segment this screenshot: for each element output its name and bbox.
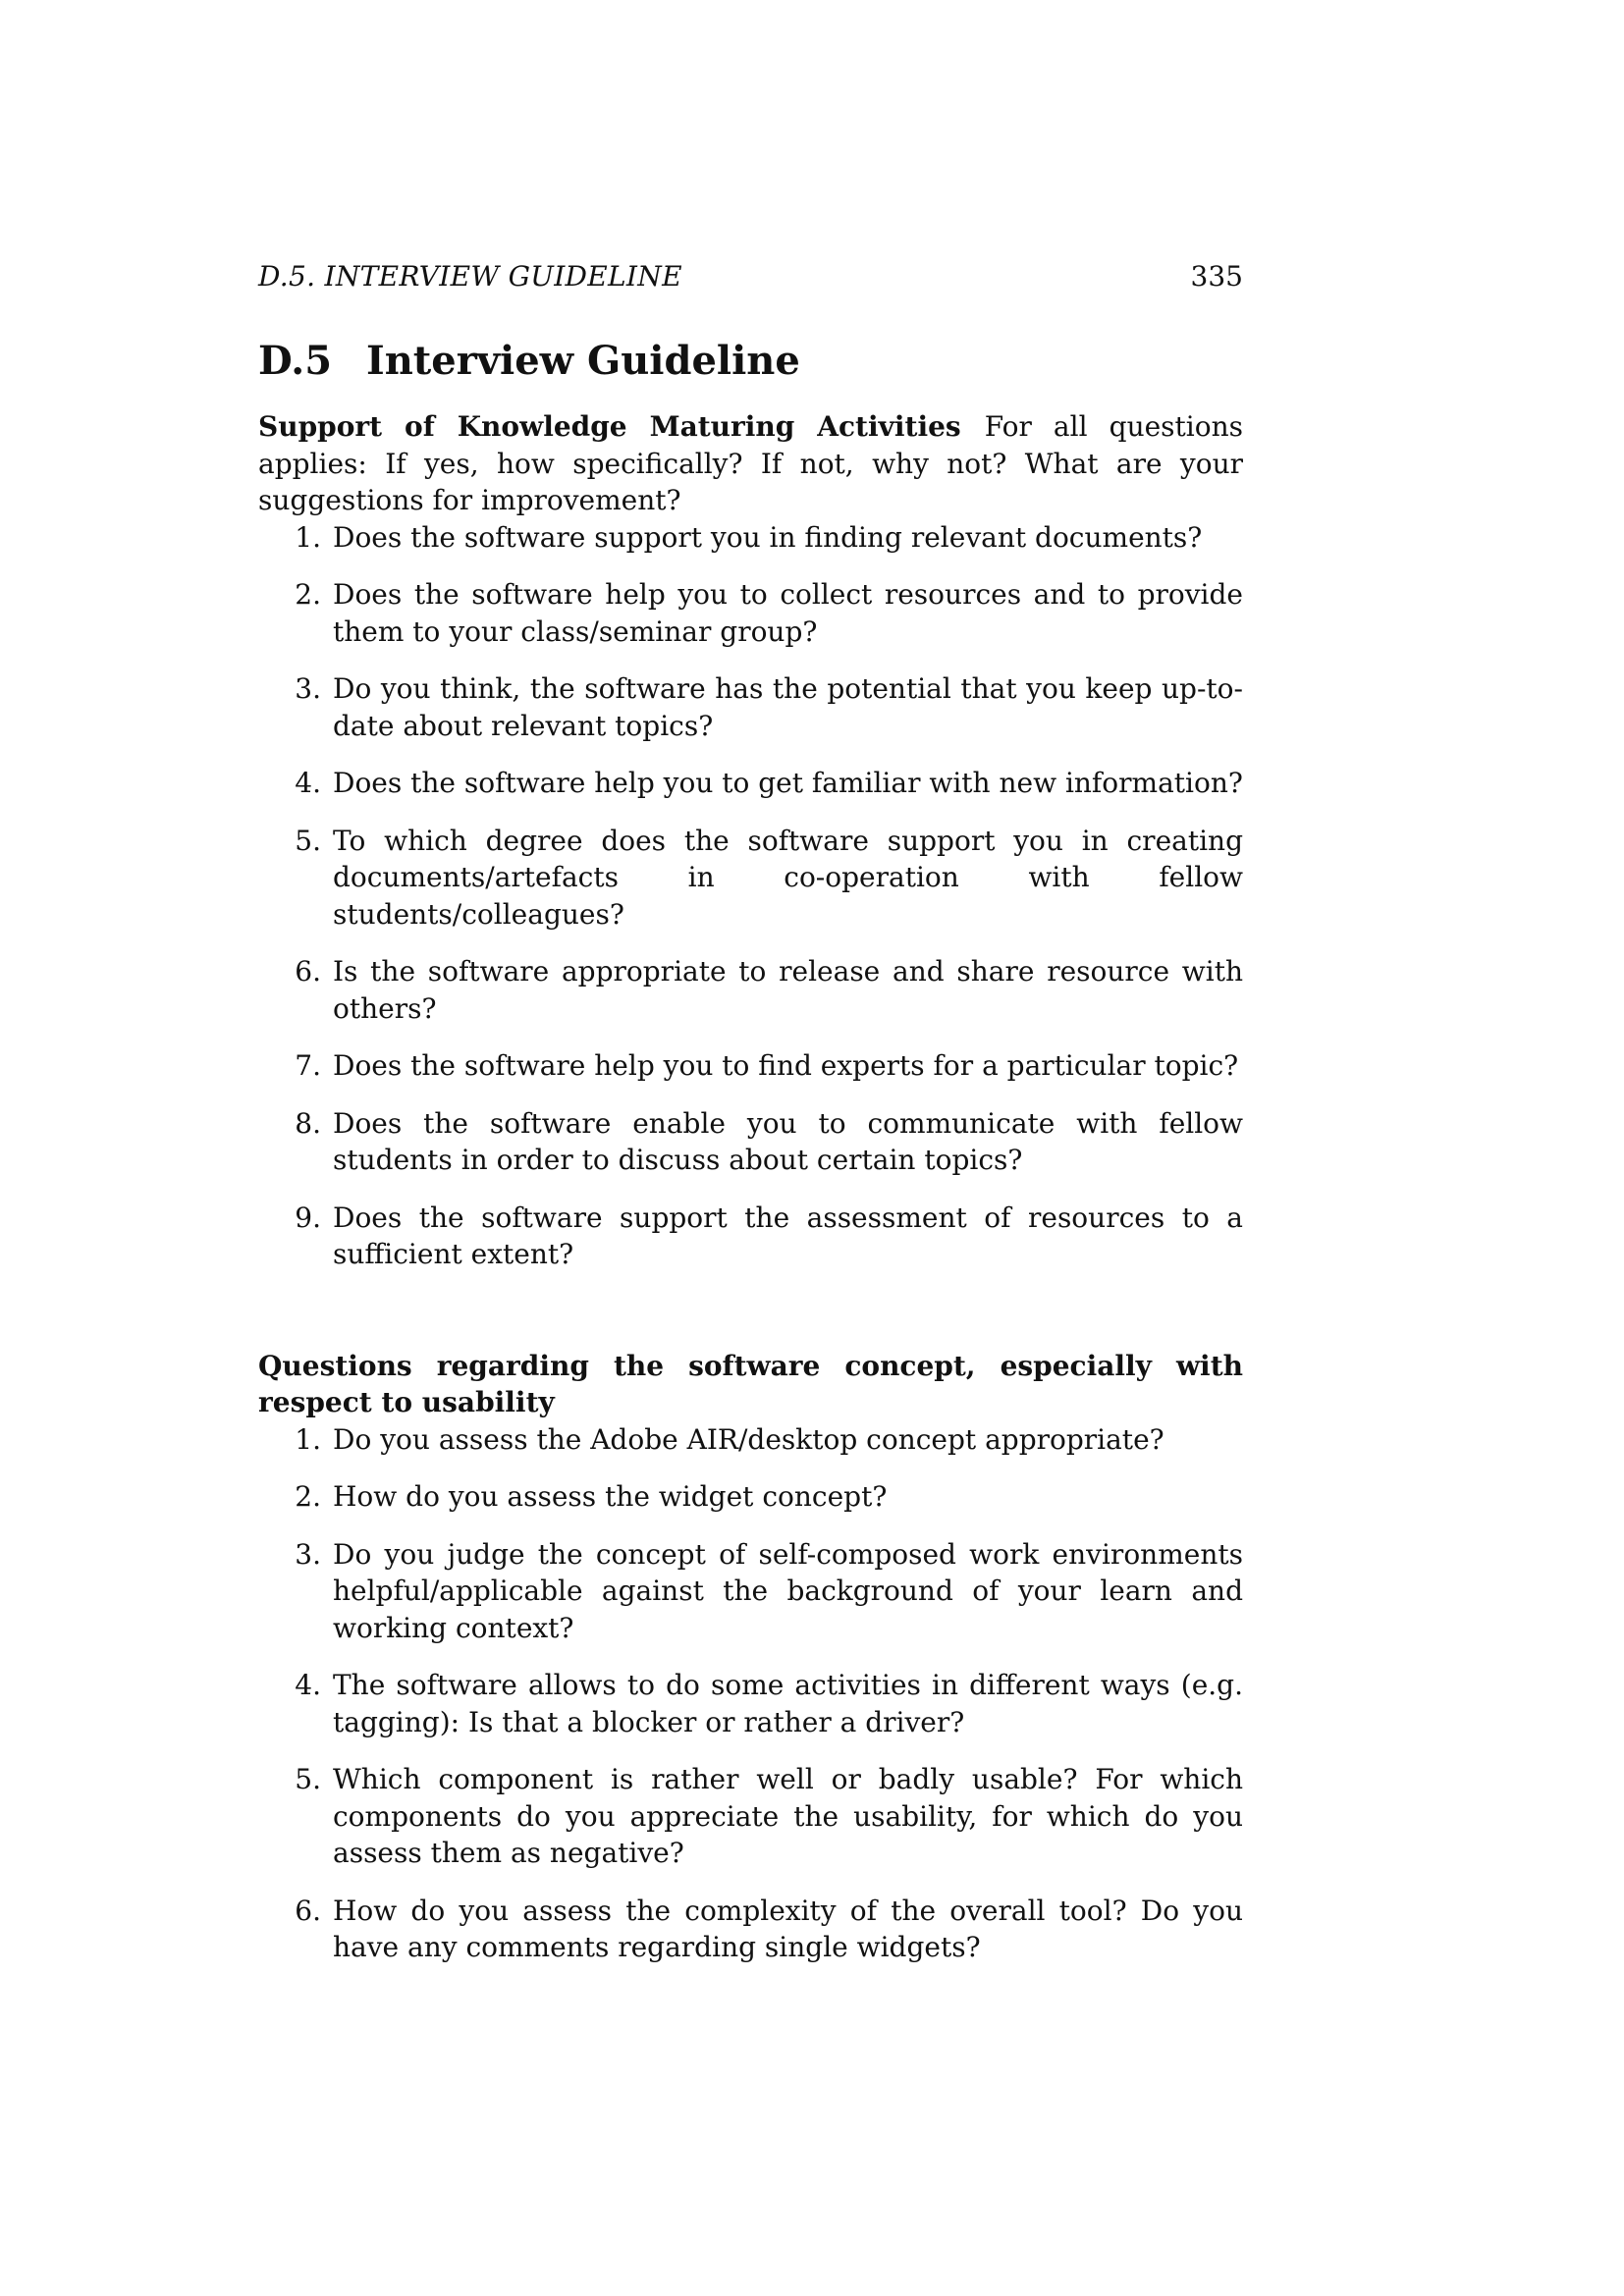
list-item bbox=[258, 1047, 1243, 1085]
section-heading bbox=[258, 336, 1243, 387]
list-item bbox=[258, 1893, 1243, 1966]
item-number: 1. bbox=[295, 520, 321, 554]
item-number: 2. bbox=[295, 578, 321, 611]
list-item bbox=[258, 1536, 1243, 1647]
item-number: 9. bbox=[295, 1201, 321, 1234]
list-item bbox=[258, 1667, 1243, 1740]
item-text: Do you judge the concept of self-composed work environments helpful/applicable against the background of your learn and working context? bbox=[333, 1537, 1243, 1644]
part2-heading: Questions regarding the software concept, especially with respect to usability bbox=[258, 1349, 1243, 1418]
item-text: Does the software help you to find experts for a particular topic? bbox=[333, 1049, 1239, 1082]
part1-question-list bbox=[258, 519, 1243, 1273]
intro-paragraph bbox=[258, 408, 1243, 519]
part2-question-list bbox=[258, 1421, 1243, 1966]
item-text: Does the software support the assessment of resources to a sufficient extent? bbox=[333, 1201, 1243, 1270]
list-item bbox=[258, 1761, 1243, 1872]
item-number: 8. bbox=[295, 1106, 321, 1140]
item-text: Is the software appropriate to release and share resource with others? bbox=[333, 955, 1243, 1025]
list-item bbox=[258, 765, 1243, 802]
list-item bbox=[258, 1200, 1243, 1273]
list-item bbox=[258, 1478, 1243, 1516]
list-item bbox=[258, 1421, 1243, 1459]
section-title: Interview Guideline bbox=[366, 338, 800, 384]
item-number: 5. bbox=[295, 824, 321, 857]
item-number: 1. bbox=[295, 1422, 321, 1456]
page-number: 335 bbox=[1190, 260, 1243, 293]
list-item bbox=[258, 519, 1243, 557]
item-text: The software allows to do some activities in different ways (e.g. tagging): Is that a blocker or rather a driver? bbox=[333, 1669, 1243, 1738]
running-header bbox=[258, 257, 1243, 296]
page-content bbox=[258, 257, 1243, 1966]
item-text: Does the software enable you to communicate with fellow students in order to discuss about certain topics? bbox=[333, 1106, 1243, 1176]
item-number: 3. bbox=[295, 672, 321, 705]
item-number: 6. bbox=[295, 1894, 321, 1927]
item-text: How do you assess the complexity of the overall tool? Do you have any comments regarding single widgets? bbox=[333, 1894, 1243, 1963]
item-number: 2. bbox=[295, 1480, 321, 1513]
item-text: How do you assess the widget concept? bbox=[333, 1480, 888, 1513]
item-number: 7. bbox=[295, 1049, 321, 1082]
item-text: Does the software help you to collect resources and to provide them to your class/seminar group? bbox=[333, 578, 1243, 648]
item-text: To which degree does the software support you in creating documents/artefacts in co-operation with fellow students/colleagues? bbox=[333, 824, 1243, 931]
item-number: 4. bbox=[295, 1669, 321, 1701]
item-number: 6. bbox=[295, 955, 321, 988]
item-text: Does the software help you to get familiar with new information? bbox=[333, 767, 1243, 799]
item-number: 4. bbox=[295, 767, 321, 799]
list-item bbox=[258, 1105, 1243, 1179]
item-text: Does the software support you in finding relevant documents? bbox=[333, 520, 1203, 554]
part1-intro: For all questions applies: If yes, how specifically? If not, why not? What are your suggestions for improvement? bbox=[258, 410, 1244, 516]
list-item bbox=[258, 576, 1243, 650]
item-number: 5. bbox=[295, 1763, 321, 1795]
list-item bbox=[258, 670, 1243, 744]
part1-heading: Support of Knowledge Maturing Activities bbox=[258, 410, 961, 443]
list-item bbox=[258, 953, 1243, 1027]
item-text: Do you think, the software has the potential that you keep up-to-date about relevant topics? bbox=[333, 672, 1243, 742]
running-title: D.5. INTERVIEW GUIDELINE bbox=[258, 260, 682, 293]
item-text: Which component is rather well or badly usable? For which components do you appreciate the usability, for which do you assess them as negative? bbox=[333, 1763, 1243, 1869]
item-text: Do you assess the Adobe AIR/desktop concept appropriate? bbox=[333, 1422, 1164, 1456]
list-item bbox=[258, 823, 1243, 934]
section-number: D.5 bbox=[258, 338, 333, 384]
item-number: 3. bbox=[295, 1537, 321, 1571]
